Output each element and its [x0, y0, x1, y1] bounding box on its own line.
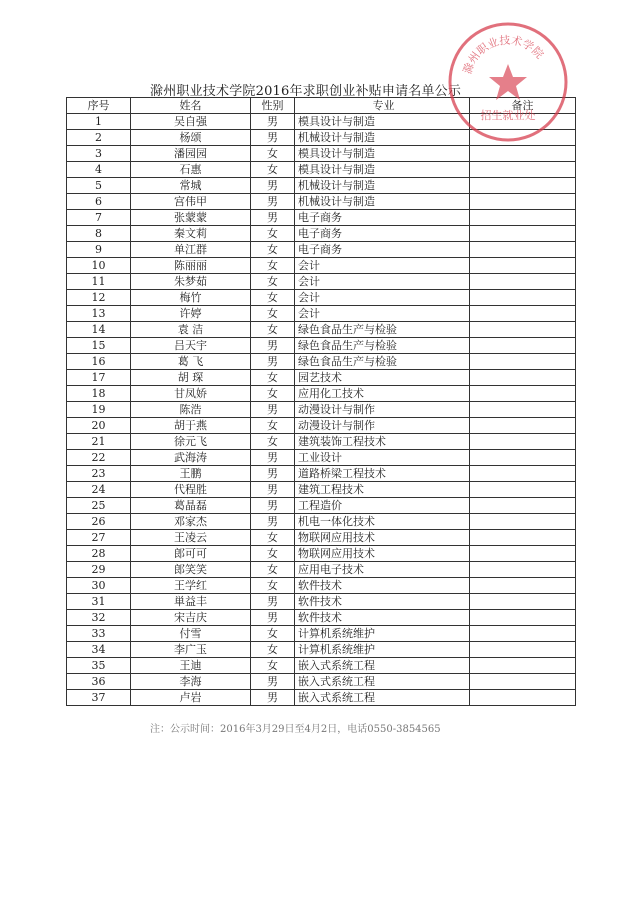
row-number: 21 [67, 434, 131, 450]
row-name: 邓家杰 [131, 514, 251, 530]
row-remark [470, 370, 576, 386]
row-remark [470, 498, 576, 514]
table-row [67, 562, 576, 578]
row-number: 5 [67, 178, 131, 194]
row-remark [470, 306, 576, 322]
table-row [67, 626, 576, 642]
row-name: 郎笑笑 [131, 562, 251, 578]
row-major: 应用电子技术 [295, 562, 470, 578]
row-major: 计算机系统维护 [295, 642, 470, 658]
row-major: 会计 [295, 274, 470, 290]
row-remark [470, 226, 576, 242]
row-name: 宫伟甲 [131, 194, 251, 210]
row-name: 葛晶磊 [131, 498, 251, 514]
official-seal [446, 20, 570, 144]
row-gender: 男 [251, 130, 295, 146]
row-number: 25 [67, 498, 131, 514]
table-row [67, 402, 576, 418]
row-name: 王鹏 [131, 466, 251, 482]
row-name: 梅竹 [131, 290, 251, 306]
row-number: 36 [67, 674, 131, 690]
row-name: 吴自强 [131, 114, 251, 130]
row-remark [470, 322, 576, 338]
table-row [67, 306, 576, 322]
row-major: 应用化工技术 [295, 386, 470, 402]
header-major: 专业 [295, 98, 470, 114]
row-gender: 男 [251, 674, 295, 690]
table-row [67, 146, 576, 162]
row-gender: 男 [251, 354, 295, 370]
row-name: 朱梦茹 [131, 274, 251, 290]
table-row [67, 242, 576, 258]
row-number: 35 [67, 658, 131, 674]
table-row [67, 418, 576, 434]
row-name: 甘凤娇 [131, 386, 251, 402]
row-major: 工程造价 [295, 498, 470, 514]
table-row [67, 450, 576, 466]
row-major: 建筑装饰工程技术 [295, 434, 470, 450]
row-major: 嵌入式系统工程 [295, 690, 470, 706]
table-row [67, 354, 576, 370]
row-remark [470, 338, 576, 354]
row-number: 1 [67, 114, 131, 130]
row-remark [470, 674, 576, 690]
row-remark [470, 242, 576, 258]
row-gender: 男 [251, 114, 295, 130]
row-remark [470, 258, 576, 274]
row-major: 模具设计与制造 [295, 146, 470, 162]
row-gender: 女 [251, 242, 295, 258]
table-row [67, 162, 576, 178]
row-name: 胡 琛 [131, 370, 251, 386]
row-gender: 女 [251, 322, 295, 338]
row-major: 建筑工程技术 [295, 482, 470, 498]
row-gender: 女 [251, 370, 295, 386]
table-row [67, 658, 576, 674]
row-name: 代程胜 [131, 482, 251, 498]
row-gender: 男 [251, 594, 295, 610]
row-gender: 女 [251, 226, 295, 242]
row-gender: 男 [251, 482, 295, 498]
row-major: 会计 [295, 306, 470, 322]
row-remark [470, 434, 576, 450]
table-row [67, 210, 576, 226]
row-gender: 女 [251, 162, 295, 178]
row-gender: 女 [251, 642, 295, 658]
seal-subtext: 招生就业处 [480, 109, 536, 122]
table-row [67, 482, 576, 498]
row-name: 单江群 [131, 242, 251, 258]
row-remark [470, 690, 576, 706]
row-gender: 女 [251, 546, 295, 562]
row-name: 潘园园 [131, 146, 251, 162]
row-name: 陈浩 [131, 402, 251, 418]
row-remark [470, 594, 576, 610]
row-gender: 男 [251, 178, 295, 194]
row-number: 23 [67, 466, 131, 482]
row-name: 武海涛 [131, 450, 251, 466]
table-row [67, 546, 576, 562]
header-number: 序号 [67, 98, 131, 114]
row-name: 袁 洁 [131, 322, 251, 338]
table-row [67, 386, 576, 402]
row-remark [470, 610, 576, 626]
row-number: 2 [67, 130, 131, 146]
row-number: 17 [67, 370, 131, 386]
row-major: 动漫设计与制作 [295, 402, 470, 418]
header-gender: 性别 [251, 98, 295, 114]
row-gender: 女 [251, 274, 295, 290]
row-gender: 男 [251, 402, 295, 418]
row-number: 3 [67, 146, 131, 162]
table-row [67, 594, 576, 610]
table-row [67, 274, 576, 290]
row-number: 9 [67, 242, 131, 258]
table-row [67, 322, 576, 338]
row-name: 単益丰 [131, 594, 251, 610]
row-gender: 男 [251, 690, 295, 706]
row-major: 会计 [295, 290, 470, 306]
row-remark [470, 546, 576, 562]
row-gender: 女 [251, 306, 295, 322]
row-major: 软件技术 [295, 610, 470, 626]
row-name: 葛 飞 [131, 354, 251, 370]
row-remark [470, 562, 576, 578]
table-row [67, 514, 576, 530]
row-name: 石惠 [131, 162, 251, 178]
row-number: 32 [67, 610, 131, 626]
table-row [67, 290, 576, 306]
row-major: 机械设计与制造 [295, 178, 470, 194]
row-remark [470, 450, 576, 466]
row-number: 8 [67, 226, 131, 242]
row-gender: 女 [251, 562, 295, 578]
table-row [67, 338, 576, 354]
row-gender: 男 [251, 466, 295, 482]
row-gender: 男 [251, 514, 295, 530]
row-remark [470, 210, 576, 226]
row-number: 20 [67, 418, 131, 434]
row-remark [470, 386, 576, 402]
table-row [67, 610, 576, 626]
row-major: 绿色食品生产与检验 [295, 322, 470, 338]
row-gender: 女 [251, 258, 295, 274]
row-remark [470, 578, 576, 594]
row-name: 吕天宇 [131, 338, 251, 354]
row-remark [470, 514, 576, 530]
seal-star-icon [489, 64, 527, 100]
seal-text [460, 33, 547, 76]
row-remark [470, 418, 576, 434]
row-major: 计算机系统维护 [295, 626, 470, 642]
row-major: 机械设计与制造 [295, 130, 470, 146]
row-gender: 女 [251, 434, 295, 450]
row-remark [470, 290, 576, 306]
row-name: 徐元飞 [131, 434, 251, 450]
row-gender: 女 [251, 578, 295, 594]
row-name: 王学红 [131, 578, 251, 594]
table-row [67, 258, 576, 274]
table-row [67, 642, 576, 658]
row-remark [470, 402, 576, 418]
row-remark [470, 642, 576, 658]
table-row [67, 178, 576, 194]
row-gender: 男 [251, 498, 295, 514]
row-major: 电子商务 [295, 210, 470, 226]
table-row [67, 530, 576, 546]
row-number: 15 [67, 338, 131, 354]
row-remark [470, 482, 576, 498]
row-name: 宋吉庆 [131, 610, 251, 626]
row-major: 模具设计与制造 [295, 162, 470, 178]
row-name: 卢岩 [131, 690, 251, 706]
row-number: 37 [67, 690, 131, 706]
row-number: 13 [67, 306, 131, 322]
row-major: 机电一体化技术 [295, 514, 470, 530]
row-name: 付雪 [131, 626, 251, 642]
row-name: 杨颂 [131, 130, 251, 146]
row-number: 14 [67, 322, 131, 338]
table-row [67, 498, 576, 514]
row-number: 34 [67, 642, 131, 658]
row-number: 12 [67, 290, 131, 306]
row-gender: 男 [251, 338, 295, 354]
document-title: 滁州职业技术学院2016年求职创业补贴申请名单公示 [150, 84, 462, 99]
row-major: 园艺技术 [295, 370, 470, 386]
row-name: 郎可可 [131, 546, 251, 562]
row-gender: 男 [251, 210, 295, 226]
row-remark [470, 274, 576, 290]
row-major: 物联网应用技术 [295, 546, 470, 562]
row-number: 4 [67, 162, 131, 178]
row-remark [470, 354, 576, 370]
row-major: 嵌入式系统工程 [295, 674, 470, 690]
row-number: 31 [67, 594, 131, 610]
seal-arc-text: 滁州职业技术学院 [460, 33, 547, 76]
header-name: 姓名 [131, 98, 251, 114]
row-number: 28 [67, 546, 131, 562]
row-major: 软件技术 [295, 594, 470, 610]
row-number: 11 [67, 274, 131, 290]
row-remark [470, 466, 576, 482]
row-number: 27 [67, 530, 131, 546]
row-gender: 男 [251, 450, 295, 466]
row-number: 19 [67, 402, 131, 418]
row-name: 胡于燕 [131, 418, 251, 434]
row-major: 物联网应用技术 [295, 530, 470, 546]
row-name: 李广玉 [131, 642, 251, 658]
row-gender: 女 [251, 658, 295, 674]
row-number: 16 [67, 354, 131, 370]
row-remark [470, 146, 576, 162]
table-row [67, 370, 576, 386]
applicant-table [66, 97, 576, 706]
row-major: 绿色食品生产与检验 [295, 338, 470, 354]
row-name: 秦文莉 [131, 226, 251, 242]
row-major: 模具设计与制造 [295, 114, 470, 130]
applicant-table-body [67, 114, 576, 706]
row-name: 陈丽丽 [131, 258, 251, 274]
header-remark: 备注 [470, 98, 576, 114]
table-row [67, 466, 576, 482]
row-number: 24 [67, 482, 131, 498]
row-name: 王迪 [131, 658, 251, 674]
row-remark [470, 530, 576, 546]
row-major: 绿色食品生产与检验 [295, 354, 470, 370]
row-number: 10 [67, 258, 131, 274]
row-gender: 女 [251, 530, 295, 546]
row-name: 许婷 [131, 306, 251, 322]
table-row [67, 578, 576, 594]
row-number: 18 [67, 386, 131, 402]
row-name: 常城 [131, 178, 251, 194]
row-major: 软件技术 [295, 578, 470, 594]
row-gender: 女 [251, 290, 295, 306]
row-remark [470, 658, 576, 674]
row-gender: 女 [251, 146, 295, 162]
row-number: 7 [67, 210, 131, 226]
row-major: 动漫设计与制作 [295, 418, 470, 434]
row-major: 电子商务 [295, 242, 470, 258]
row-remark [470, 162, 576, 178]
row-remark [470, 178, 576, 194]
row-gender: 女 [251, 626, 295, 642]
row-gender: 女 [251, 386, 295, 402]
row-number: 22 [67, 450, 131, 466]
row-number: 26 [67, 514, 131, 530]
row-number: 30 [67, 578, 131, 594]
row-name: 李海 [131, 674, 251, 690]
row-major: 道路桥梁工程技术 [295, 466, 470, 482]
table-row [67, 194, 576, 210]
row-major: 工业设计 [295, 450, 470, 466]
table-row [67, 434, 576, 450]
publication-note: 注：公示时间：2016年3月29日至4月2日，电话0550-3854565 [150, 724, 441, 735]
row-number: 29 [67, 562, 131, 578]
row-number: 6 [67, 194, 131, 210]
row-remark [470, 626, 576, 642]
row-gender: 男 [251, 610, 295, 626]
row-major: 机械设计与制造 [295, 194, 470, 210]
row-remark [470, 194, 576, 210]
row-gender: 女 [251, 418, 295, 434]
table-row [67, 226, 576, 242]
row-name: 王凌云 [131, 530, 251, 546]
row-gender: 男 [251, 194, 295, 210]
row-number: 33 [67, 626, 131, 642]
row-major: 嵌入式系统工程 [295, 658, 470, 674]
table-row [67, 674, 576, 690]
row-major: 会计 [295, 258, 470, 274]
row-major: 电子商务 [295, 226, 470, 242]
table-row [67, 690, 576, 706]
row-name: 张蒙蒙 [131, 210, 251, 226]
